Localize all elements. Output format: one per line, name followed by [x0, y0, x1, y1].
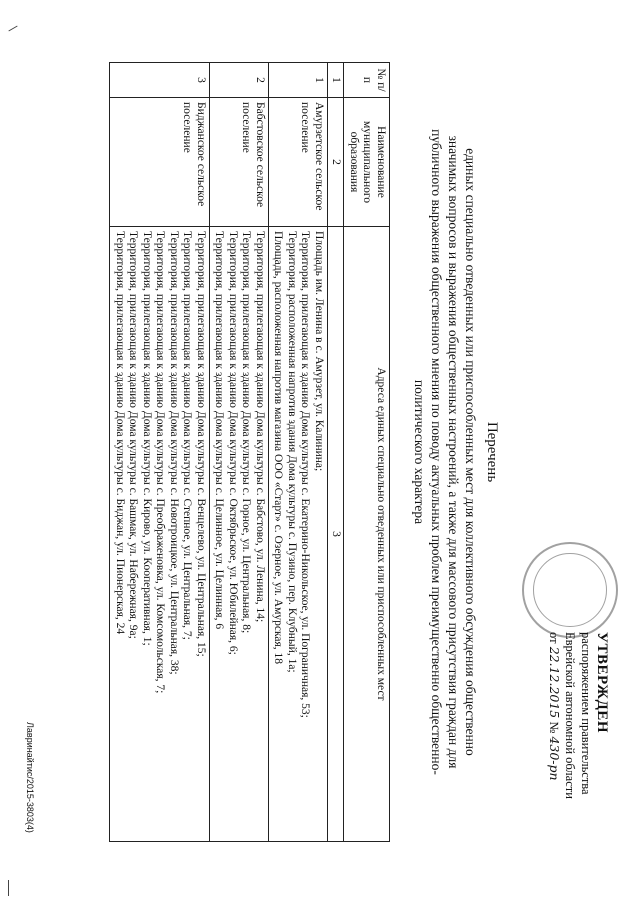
approval-heading: УТВЕРЖДЕН	[594, 632, 610, 733]
address-line: Территория, прилегающая к зданию Дома культуры с. Бабстово, ул. Ленина, 14;	[254, 231, 266, 623]
address-line: Площадь, расположенная напротив магазина ООО «Старт» с. Озерное, ул. Амурская, 18	[272, 231, 285, 665]
row-number: 1	[269, 63, 328, 98]
document-title	[411, 82, 500, 822]
title-line: значимых вопросов и выражения общественных настроений, а также для массового присутствия граждан для	[446, 135, 461, 769]
row-addresses	[269, 227, 328, 842]
address-line: Территория, прилегающая к зданию Дома культуры с. Новотроицкое, ул. Центральная, 38;	[168, 231, 180, 675]
row-addresses	[210, 227, 269, 842]
address-line: Территория, прилегающая к зданию Дома культуры с. Горное, ул. Центральная, 8;	[240, 231, 253, 634]
table-index-row: 1 2 3	[328, 63, 345, 842]
title-line: политического характера	[412, 379, 427, 525]
address-line: Территория, прилегающая к зданию Дома культуры с. Целинное, ул. Целинная, 6	[213, 231, 226, 630]
official-seal	[522, 542, 618, 638]
title-line: публичного выражения общественного мнения по поводу актуальных проблем преимущественно общественно-	[429, 129, 444, 775]
approval-date: 22.12.2015	[547, 646, 562, 719]
address-line: Территория, прилегающая к зданию Дома культуры с. Екатерино-Никольское, ул. Пограничная, 53;	[299, 231, 312, 718]
approval-line: распоряжением правительства	[579, 632, 593, 795]
header-number: № п/п	[344, 63, 390, 98]
address-line: Территория, прилегающая к зданию Дома культуры с. Кирово, ул. Кооперативная, 1;	[141, 231, 153, 646]
document-footer-code: Лавринайтис/2015-3803(4)	[25, 722, 35, 833]
row-municipality: Биджанское сельское поселение	[110, 98, 210, 227]
row-addresses	[110, 227, 210, 842]
address-line: Территория, расположенная напротив здания Дома культуры с. Пузино, пер. Клубный, 1а;	[286, 231, 298, 673]
title-line: единых специально отведенных или приспособленных мест для коллективного обсуждения общественно	[463, 148, 478, 756]
address-line: Территория, прилегающая к зданию Дома культуры с. Октябрьское, ул. Юбилейная, 6;	[227, 231, 239, 655]
approval-stamp	[546, 632, 610, 872]
table-row	[210, 63, 269, 842]
approval-number: 430-рп	[547, 736, 562, 781]
row-municipality: Бабстовское сельское поселение	[210, 98, 269, 227]
address-line: Территория, прилегающая к зданию Дома культуры с. Биджан, ул. Пионерская, 24	[114, 231, 126, 635]
row-number: 2	[210, 63, 269, 98]
header-addresses: Адреса единых специально отведенных или приспособленных мест	[344, 227, 390, 842]
address-line: Территория, прилегающая к зданию Дома культуры с. Венцелево, ул. Центральная, 15;	[195, 231, 207, 657]
address-line: Территория, прилегающая к зданию Дома культуры с. Преображеновка, ул. Комсомольская, 7;	[154, 231, 167, 694]
approval-date-line: от 22.12.2015 № 430-рп	[547, 632, 562, 781]
table-header-row	[344, 63, 390, 842]
margin-mark	[8, 26, 17, 32]
title-main: Перечень	[484, 421, 500, 483]
document-sheet	[20, 22, 620, 882]
row-municipality: Амурзетское сельское поселение	[269, 98, 328, 227]
table-row	[269, 63, 328, 842]
address-line: Площадь им. Ленина в с. Амурзет, ул. Калинина;	[313, 231, 325, 472]
address-line: Территория, прилегающая к зданию Дома культуры с. Башмак, ул. Набережная, 9а;	[127, 231, 140, 639]
places-table	[110, 62, 391, 842]
margin-mark	[8, 880, 9, 896]
approval-line: Еврейской автономной области	[563, 632, 577, 799]
header-municipality: Наименование муниципального образования	[344, 98, 390, 227]
address-line: Территория, прилегающая к зданию Дома культуры с. Степное, ул. Центральная, 7;	[181, 231, 194, 640]
table-row	[110, 63, 210, 842]
row-number: 3	[110, 63, 210, 98]
